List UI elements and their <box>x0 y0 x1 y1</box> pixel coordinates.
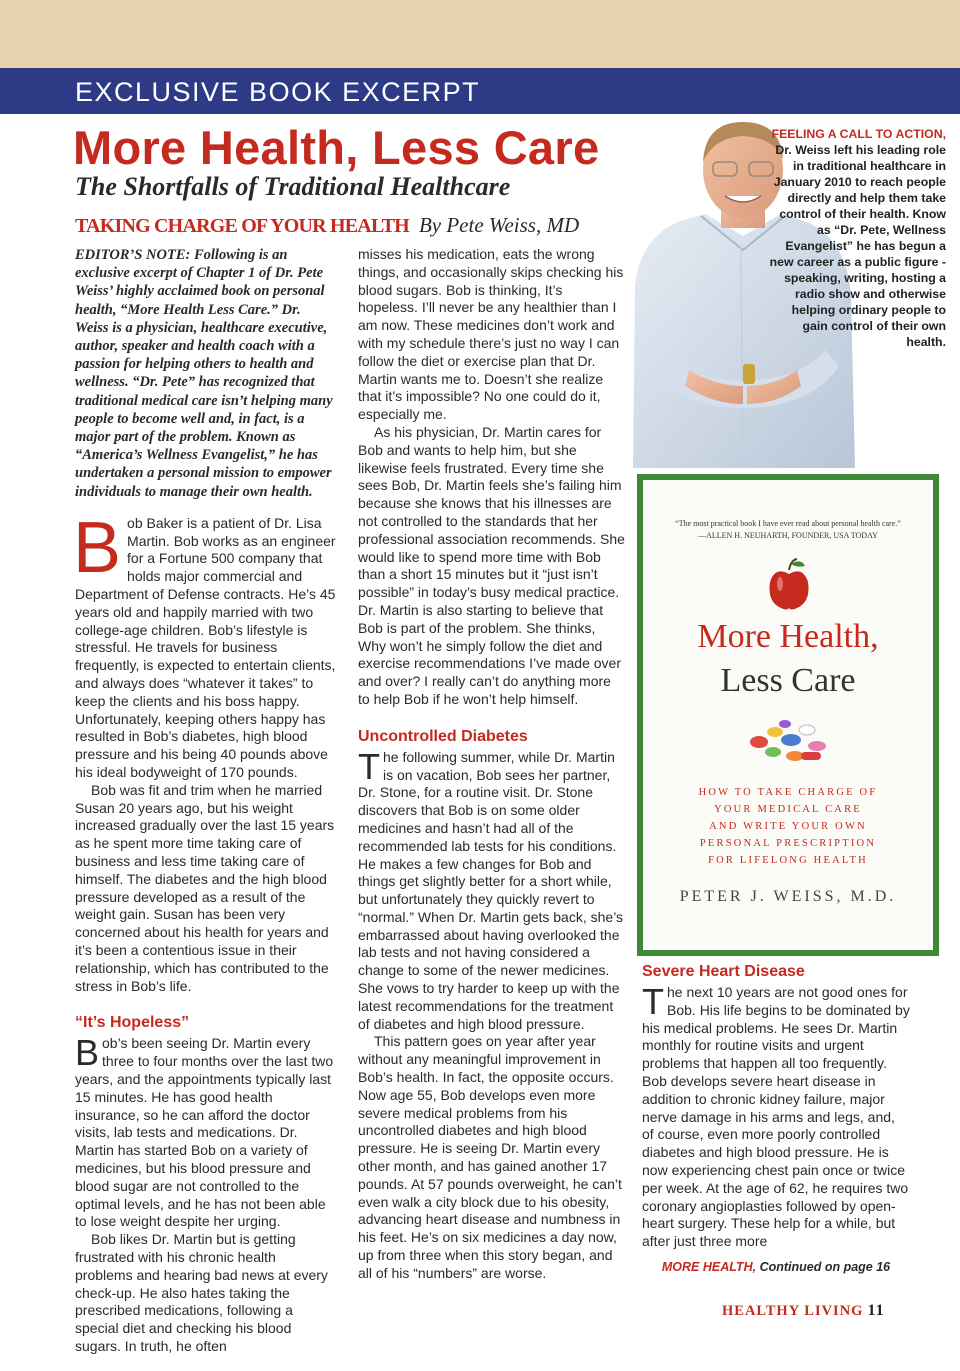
drop-cap: T <box>358 745 380 787</box>
caption-text: Dr. Weiss left his leading role in traditional healthcare in January 2010 to reach people directly and help them take control of their health. Know as “Dr. Pete, Wellness Evangelist” he has begun a new career as a public figure - speaking, writing, hosting a radio show and otherwise helping ordinary people to gain control of their own health. <box>769 143 946 349</box>
tagline-line: YOUR MEDICAL CARE <box>714 804 862 815</box>
drop-cap: T <box>642 981 664 1022</box>
cover-quote-block <box>653 518 923 542</box>
apple-icon <box>767 558 811 612</box>
cover-title-line2: Less Care <box>720 662 856 699</box>
paragraph: Bob was fit and trim when he married Susan 20 years ago, but his weight increased gradually over the last 15 years as he spent more time taking care of business and less time taking care of himself. The diabetes and the high blood pressure developed as a result of the weight gain. Susan has been very concerned about his health for years and it’s been a contentious issue in their relationship, which has contributed to the stress in Bob’s life. <box>75 781 335 994</box>
cover-tagline <box>643 784 933 869</box>
subhead-severe-heart-disease: Severe Heart Disease <box>642 963 805 980</box>
column-3 <box>642 962 910 1277</box>
tagline-line: AND WRITE YOUR OWN <box>709 821 867 832</box>
cover-quote: “The most practical book I have ever read about personal health care.” <box>675 519 901 528</box>
paragraph: As his physician, Dr. Martin cares for Bob and wants to help him, but she likewise feels frustrated. Every time she sees Bob, Dr. Martin feels she’s failing him because she knows that his illnesses are not controlled to the standards that her professional association recommends. She would like to spend more time with Bob than a short 15 minutes but it “just isn’t possible” in today’s busy medical practice. Dr. Martin is also starting to believe that Bob is part of the problem. She thinks, Why won’t he simply follow the diet and exercise recommendations I’ve made over and over? I really can’t do anything more to help Bob if he won’t help himself. <box>358 423 625 707</box>
page-number: 11 <box>867 1302 885 1319</box>
tagline-line: PERSONAL PRESCRIPTION <box>699 838 877 849</box>
paragraph-text: he following summer, while Dr. Martin is on vacation, Bob sees her partner, Dr. Stone, for a routine visit. Dr. Stone discovers that Bob is on some older medicines and hasn’t had all of the recommended lab tests for his conditions. He makes a few changes for Bob and things get slightly better for a short while, but unfortunately they quickly revert to “normal.” When Dr. Martin gets back, she’s embarrassed about having overlooked the lab tests and not having considered a change to some of the newer medicines. She vows to try harder to keep up with the latest recommendations for the treatment of diabetes and high blood pressure. <box>358 748 624 1032</box>
paragraph: This pattern goes on year after year without any meaningful improvement in Bob’s health. In fact, the opposite occurs. Now age 55, Bob develops even more severe medical problems from his uncontrolled diabetes and high blood pressure. He is seeing Dr. Martin every other month, and has gained another 17 pounds. At 57 pounds overweight, he can’t even walk a city block due to his obesity, advancing heart disease and numbness in his feet. He’s on six medicines a day now, up from three when this story began, and all of his “numbers” are worse. <box>358 1033 622 1281</box>
drop-cap: B <box>75 1032 100 1074</box>
pills-illustration <box>743 712 835 770</box>
paragraph-text: ob Baker is a patient of Dr. Lisa Martin. Bob works as an engineer for a Fortune 500 company that holds major commercial and Department of Defense contracts. He’s 45 years old and happily married with two college-age children. Bob’s lifestyle is stressful. He travels for business frequently, is expected to entertain clients, and always does “whatever it takes” to keep the clients and his boss happy. Unfortunately, keeping others happy has resulted in Bob’s diabetes, high blood pressure and his being 40 pounds above his ideal bodyweight of 170 pounds. <box>75 514 336 780</box>
subtitle: The Shortfalls of Traditional Healthcare <box>75 172 511 201</box>
paragraph-text: ob’s been seeing Dr. Martin every three to four months over the last two years, and the appointments typically last 15 minutes. He has good health insurance, so he can afford the doctor visits, lab tests and medications. Dr. Martin has started Bob on a variety of medicines, but his blood pressure and blood sugar are not controlled to the optimal levels, and he has not been able to lose weight despite her urging. <box>75 1035 334 1230</box>
page-folio <box>722 1302 885 1320</box>
paragraph <box>358 745 626 1034</box>
section-header-bar <box>0 68 960 114</box>
column-1 <box>75 246 337 1356</box>
photo-caption <box>766 126 946 350</box>
column-2 <box>358 246 626 1283</box>
subhead-uncontrolled-diabetes: Uncontrolled Diabetes <box>358 727 528 745</box>
publication-name: HEALTHY LIVING <box>722 1303 864 1319</box>
cover-author: PETER J. WEISS, M.D. <box>679 888 897 905</box>
paragraph <box>75 1032 337 1231</box>
kicker: TAKING CHARGE OF YOUR HEALTH <box>75 215 409 237</box>
continued-lead: MORE HEALTH, <box>661 1259 757 1274</box>
kicker-line <box>75 213 579 238</box>
paragraph <box>642 981 910 1251</box>
tagline-line: HOW TO TAKE CHARGE OF <box>698 787 878 798</box>
paragraph: misses his medication, eats the wrong things, and occasionally skips checking his blood sugars. Bob is thinking, It’s hopeless. I’ll never be any healthier than I am now. These medicines don’t work and with my schedule there’s just no way I can follow the diet or exercise plan that Dr. Martin wants me to. Doesn’t she realize that it’s impossible? No one could do it, especially me. <box>358 246 624 423</box>
editors-note: EDITOR’S NOTE: Following is an exclusive excerpt of Chapter 1 of Dr. Pete Weiss’ highly acclaimed book on personal health, “More Health Less Care.” Dr. Weiss is a physician, healthcare executive, author, speaker and health coach with a passion for helping others to health and wellness. “Dr. Pete” has recognized that traditional medical care isn’t helping many people to become well and, in fact, is a major part of the problem. Known as “America’s Wellness Evangelist,” he has undertaken a personal mission to empower individuals to manage their own health. <box>75 247 333 500</box>
headline: More Health, Less Care <box>73 121 600 174</box>
paragraph: Bob likes Dr. Martin but is getting frustrated with his chronic health problems and hearing bad news at every check-up. He also hates taking the prescribed medications, following a special diet and checking his blood sugars. In truth, he often <box>75 1231 328 1354</box>
drop-cap: B <box>73 507 122 588</box>
top-color-band <box>0 0 960 68</box>
paragraph <box>73 507 337 782</box>
tagline-line: FOR LIFELONG HEALTH <box>708 855 868 866</box>
book-cover <box>637 474 939 956</box>
subhead-hopeless: “It’s Hopeless” <box>75 1014 190 1032</box>
section-label: EXCLUSIVE BOOK EXCERPT <box>75 77 481 107</box>
byline: By Pete Weiss, MD <box>418 213 580 237</box>
caption-lead: FEELING A CALL TO ACTION, <box>771 127 946 141</box>
cover-quote-attribution: —ALLEN H. NEUHARTH, FOUNDER, USA TODAY <box>698 531 878 540</box>
cover-title-line1: More Health, <box>697 618 879 655</box>
paragraph-text: he next 10 years are not good ones for Bob. His life begins to be dominated by his medical problems. He sees Dr. Martin monthly for routine visits and urgent problems that happen all too frequently. Bob develops severe heart disease in addition to chronic kidney failure, major nerve damage in his arms and legs, and, of course, even more poorly controlled diabetes and high blood pressure. He is now experiencing chest pain once or twice per week. At the age of 62, he requires two coronary angioplasties followed by open-heart surgery. These help for a while, but after just three more <box>642 984 910 1250</box>
continued-link[interactable]: Continued on page 16 <box>759 1259 891 1274</box>
continued-notice <box>642 1259 910 1277</box>
